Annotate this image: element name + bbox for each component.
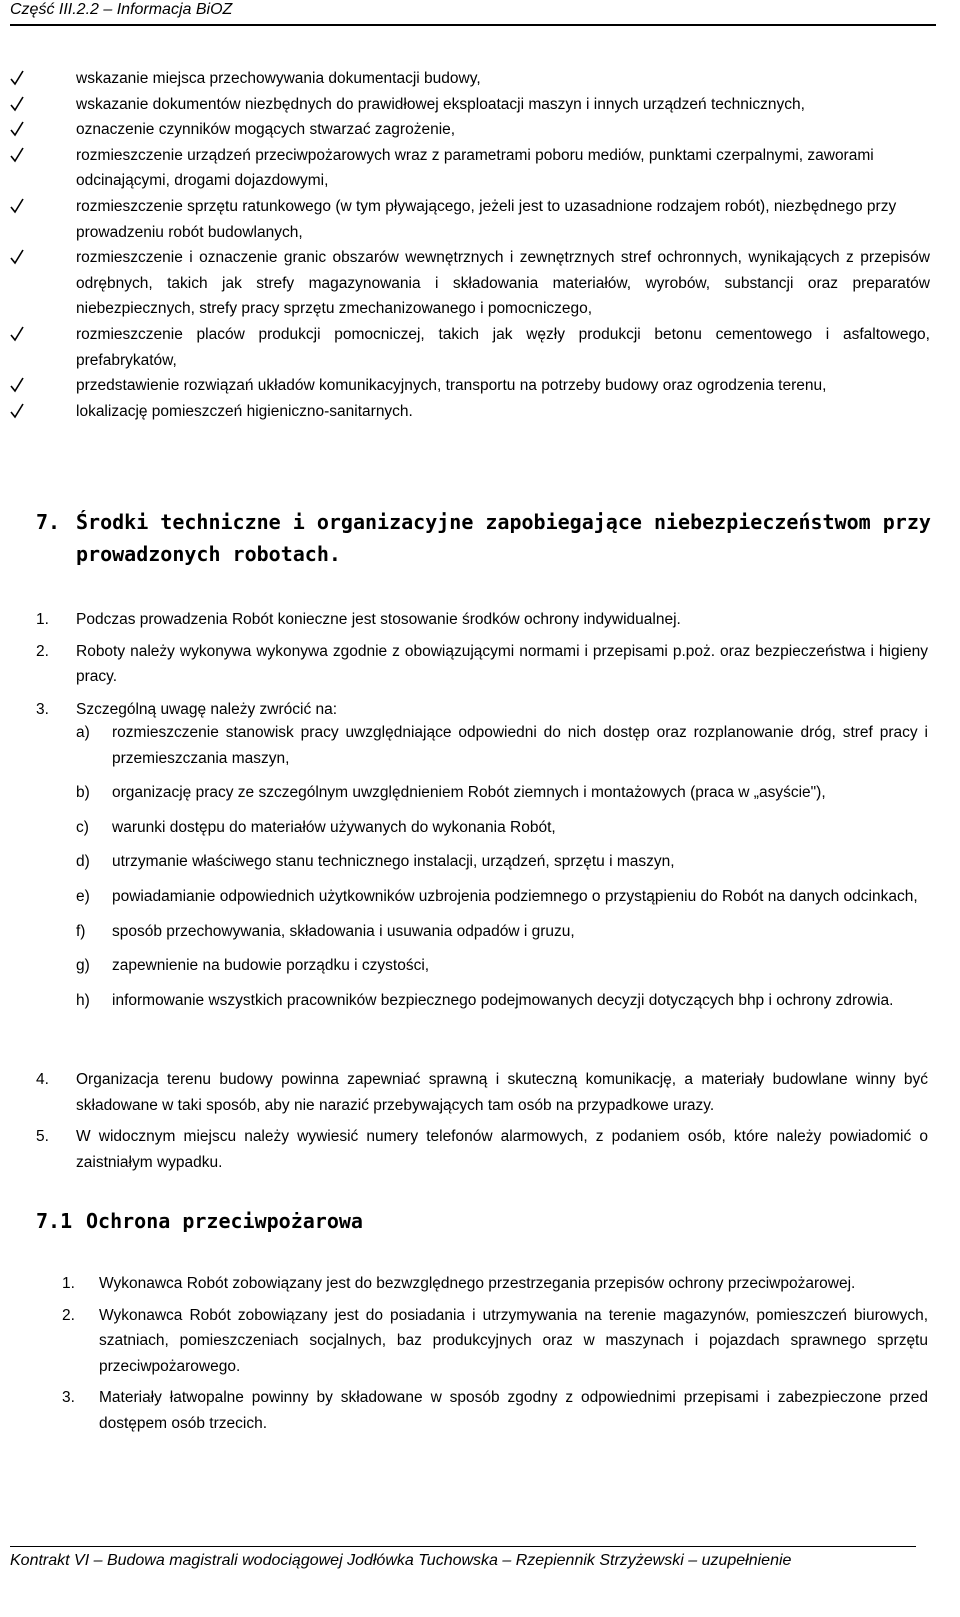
checkmark-icon: [10, 249, 24, 265]
checklist-item: wskazanie miejsca przechowywania dokumentacji budowy,: [10, 66, 930, 92]
checkmark-icon: [10, 70, 24, 86]
checklist-item: wskazanie dokumentów niezbędnych do prawidłowej eksploatacji maszyn i innych urządzeń technicznych,: [10, 92, 930, 118]
list-item: 5. W widocznym miejscu należy wywiesić numery telefonów alarmowych, z podaniem osób, które należy powiadomić o zaistniałym wypadku.: [36, 1128, 928, 1171]
page-header: [10, 0, 936, 26]
checkmark-icon: [10, 96, 24, 112]
section-title: Środki techniczne i organizacyjne zapobiegające niebezpieczeństwom przy: [76, 510, 931, 534]
sublist-item: f) sposób przechowywania, składowania i usuwania odpadów i gruzu,: [76, 922, 575, 940]
checklist-item: lokalizację pomieszczeń higieniczno-sanitarnych.: [10, 399, 930, 425]
page-footer: Kontrakt VI – Budowa magistrali wodociągowej Jodłówka Tuchowska – Rzepiennik Strzyżewski – uzupełnienie: [10, 1552, 792, 1569]
section-title: Ochrona przeciwpożarowa: [86, 1209, 363, 1233]
checkmark-icon: [10, 326, 24, 342]
list-item: 2. Wykonawca Robót zobowiązany jest do posiadania i utrzymywania na terenie magazynów, pomieszczeń biurowych, szatniach, pomieszczeniach socjalnych, baz produkcyjnych oraz w maszynach i pojazdach sprawnego sprzętu przeciwpożarowego.: [62, 1306, 928, 1375]
checkmark-icon: [10, 403, 24, 419]
checklist-item: przedstawienie rozwiązań układów komunikacyjnych, transportu na potrzeby budowy oraz ogrodzenia terenu,: [10, 373, 930, 399]
sublist-item: d) utrzymanie właściwego stanu technicznego instalacji, urządzeń, sprzętu i maszyn,: [76, 853, 675, 871]
section-number: 7.: [36, 510, 61, 534]
sublist-item: e) powiadamianie odpowiednich użytkowników uzbrojenia podziemnego o przystąpieniu do Robót na danych odcinkach,: [76, 887, 918, 905]
sublist-item: h) informowanie wszystkich pracowników bezpiecznego podejmowanych decyzji dotyczących bhp i ochrony zdrowia.: [76, 991, 894, 1009]
list-item: 1. Podczas prowadzenia Robót konieczne jest stosowanie środków ochrony indywidualnej.: [36, 611, 681, 628]
section-title-continued: prowadzonych robotach.: [76, 542, 341, 566]
sublist-item: c) warunki dostępu do materiałów używanych do wykonania Robót,: [76, 818, 556, 836]
header-title: Część III.2.2 – Informacja BiOZ: [10, 1, 233, 18]
checklist-item: rozmieszczenie i oznaczenie granic obszarów wewnętrznych i zewnętrznych stref ochronnych, wynikających z przepisów odrębnych, takich jak strefy magazynowania i składowania materiałów, wyrobów, substancji oraz preparatów niebezpiecznych, strefy pracy sprzętu zmechanizowanego i pomocniczego,: [10, 245, 930, 322]
sublist-item: a) rozmieszczenie stanowisk pracy uwzględniające odpowiedni do nich dostęp oraz rozplanowanie dróg, stref pracy i przemieszczania maszyn,: [76, 724, 928, 767]
list-item: 3. Szczególną uwagę należy zwrócić na:: [36, 700, 338, 718]
footer-divider: [10, 1546, 916, 1547]
checkmark-icon: [10, 147, 24, 163]
checkmark-icon: [10, 377, 24, 393]
sublist-item: b) organizację pracy ze szczególnym uwzględnieniem Robót ziemnych i montażowych (praca w „asyście"),: [76, 784, 826, 802]
section-7-list: [36, 607, 928, 722]
list-item: 1. Wykonawca Robót zobowiązany jest do bezwzględnego przestrzegania przepisów ochrony przeciwpożarowej.: [62, 1275, 856, 1292]
requirements-checklist: [10, 66, 930, 424]
checkmark-icon: [10, 198, 24, 214]
list-item: 3. Materiały łatwopalne powinny by składowane w sposób zgodny z odpowiednimi przepisami i zabezpieczone przed dostępem osób trzecich.: [62, 1389, 928, 1432]
checklist-item: rozmieszczenie placów produkcji pomocniczej, takich jak węzły produkcji betonu cementowego i asfaltowego, prefabrykatów,: [10, 322, 930, 373]
section-7-heading: [36, 506, 936, 570]
checklist-item: oznaczenie czynników mogących stwarzać zagrożenie,: [10, 117, 930, 143]
section-number: 7.1: [36, 1209, 73, 1233]
fire-protection-list: [62, 1271, 928, 1437]
section-7-1-heading: [36, 1206, 936, 1236]
sublist-item: g) zapewnienie na budowie porządku i czystości,: [76, 957, 430, 975]
list-item: 4. Organizacja terenu budowy powinna zapewniać sprawną i skuteczną komunikację, a materiały budowlane winny być składowane w taki sposób, aby nie narazić przebywających tam osób na przypadkowe urazy.: [36, 1071, 928, 1114]
section-7-list-continued: [36, 1067, 928, 1175]
attention-sublist: [76, 720, 928, 1013]
checklist-item: rozmieszczenie urządzeń przeciwpożarowych wraz z parametrami poboru mediów, punktami czerpalnymi, zaworami odcinającymi, drogami dojazdowymi,: [10, 143, 930, 194]
checkmark-icon: [10, 121, 24, 137]
checklist-item: rozmieszczenie sprzętu ratunkowego (w tym pływającego, jeżeli jest to uzasadnione rodzajem robót), niezbędnego przy prowadzeniu robót budowlanych,: [10, 194, 930, 245]
list-item: 2. Roboty należy wykonywa wykonywa zgodnie z obowiązującymi normami i przepisami p.poż. oraz bezpieczeństwa i higieny pracy.: [36, 642, 928, 686]
